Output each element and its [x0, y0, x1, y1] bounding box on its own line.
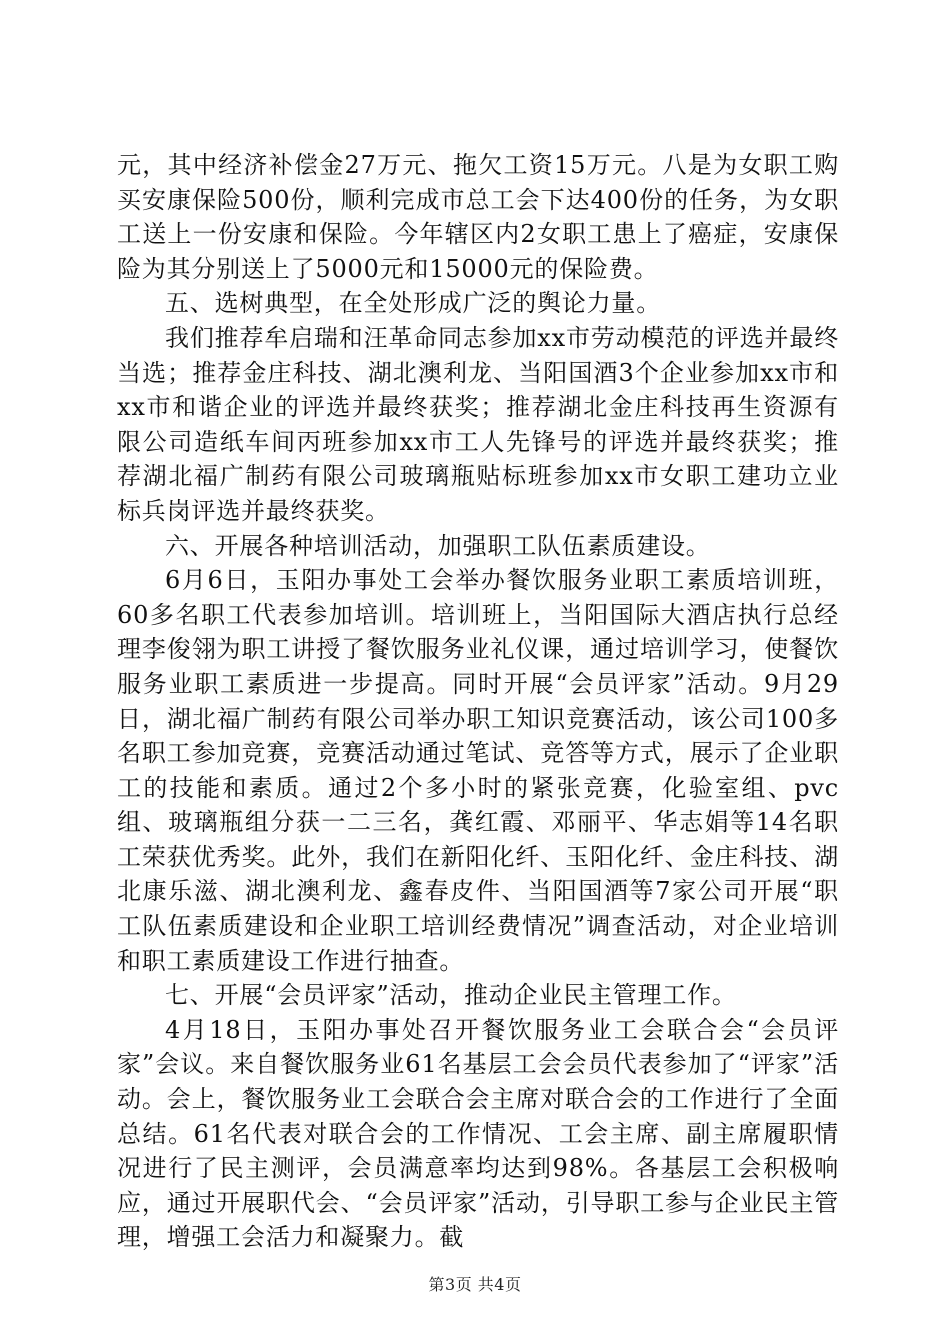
- section-heading-6: 六、开展各种培训活动，加强职工队伍素质建设。: [165, 531, 711, 560]
- paragraph: 我们推荐牟启瑞和汪革命同志参加xx市劳动模范的评选并最终当选；推荐金庄科技、湖北澳利龙、当阳国酒3个企业参加xx市和xx市和谐企业的评选并最终获奖；推荐湖北金庄科技再生资源有限公司造纸车间丙班参加xx市工人先锋号的评选并最终获奖；推荐湖北福广制药有限公司玻璃瓶贴标班参加xx市女职工建功立业标兵岗评选并最终获奖。: [117, 323, 839, 525]
- document-body: [117, 148, 839, 1255]
- paragraph-continued: 元，其中经济补偿金27万元、拖欠工资15万元。八是为女职工购买安康保险500份，顺利完成市总工会下达400份的任务，为女职工送上一份安康和保险。今年辖区内2女职工患上了癌症，安康保险为其分别送上了5000元和15000元的保险费。: [117, 151, 839, 283]
- paragraph: 4月18日，玉阳办事处召开餐饮服务业工会联合会“会员评家”会议。来自餐饮服务业61名基层工会会员代表参加了“评家”活动。会上，餐饮服务业工会联合会主席对联合会的工作进行了全面总结。61名代表对联合会的工作情况、工会主席、副主席履职情况进行了民主测评，会员满意率均达到98%。各基层工会积极响应，通过开展职代会、“会员评家”活动，引导职工参与企业民主管理，增强工会活力和凝聚力。截: [117, 1015, 839, 1252]
- paragraph: 6月6日，玉阳办事处工会举办餐饮服务业职工素质培训班，60多名职工代表参加培训。培训班上，当阳国际大酒店执行总经理李俊翎为职工讲授了餐饮服务业礼仪课，通过培训学习，使餐饮服务业职工素质进一步提高。同时开展“会员评家”活动。9月29日，湖北福广制药有限公司举办职工知识竞赛活动，该公司100多名职工参加竞赛，竞赛活动通过笔试、竞答等方式，展示了企业职工的技能和素质。通过2个多小时的紧张竞赛，化验室组、pvc组、玻璃瓶组分获一二三名，龚红霞、邓丽平、华志娟等14名职工荣获优秀奖。此外，我们在新阳化纤、玉阳化纤、金庄科技、湖北康乐滋、湖北澳利龙、鑫春皮件、当阳国酒等7家公司开展“职工队伍素质建设和企业职工培训经费情况”调查活动，对企业培训和职工素质建设工作进行抽查。: [117, 566, 839, 975]
- section-heading-7: 七、开展“会员评家”活动，推动企业民主管理工作。: [165, 981, 737, 1010]
- page-footer: 第3页 共4页: [428, 1275, 522, 1294]
- section-heading-5: 五、选树典型，在全处形成广泛的舆论力量。: [165, 289, 661, 318]
